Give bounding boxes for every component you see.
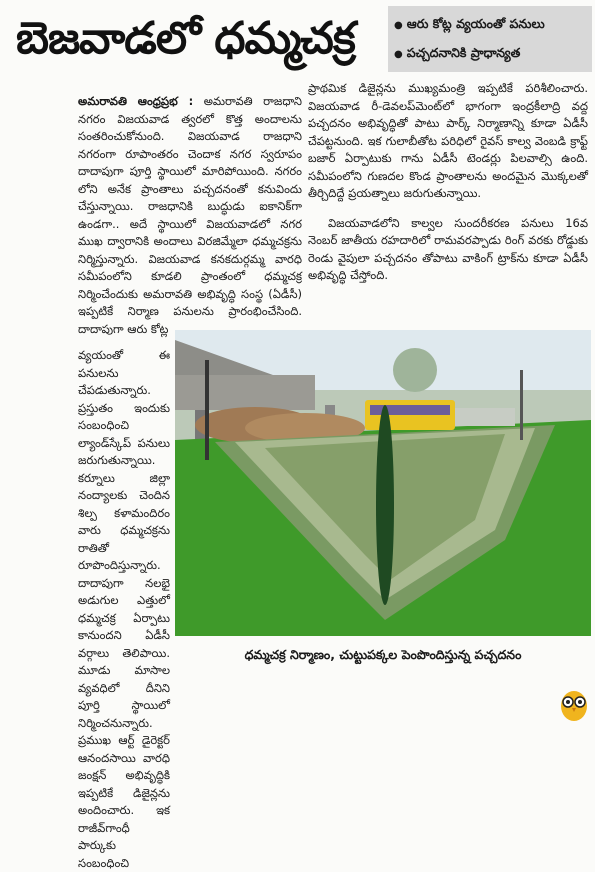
article-text: వ్యయంతో ఈ పనులను చేపడుతున్నారు. ప్రస్తుతం ఇందుకు సంబంధించి ల్యాండ్‌స్కేప్ పనులు జరుగుతున్నాయి. కర్నూలు జిల్లా నంద్యాలకు చెందిన శిల్ప కళామందిరం వారు ధమ్మచక్రను రాతితో రూపొందిస్తున్నారు. దాదాపుగా నలభై అడుగుల ఎత్తులో ధమ్మచక్ర ఏర్పాటు కానుందని ఏడీసీ వర్గాలు తెలిపాయి. మూడు మాసాల వ్యవధిలో దీనిని పూర్తి స్థాయిలో నిర్మించనున్నారు. ప్రముఖ ఆర్ట్ డైరెక్టర్ ఆనందసాయి వారధి జంక్షన్ అభివృద్ధికి ఇప్పటికే డిజైన్లను అందించారు. ఇక రాజీవ్‌గాంధీ పార్కుకు సంబంధించి [78,348,170,870]
dateline: అమరావతి ఆంధ్రప్రభ : [78,94,194,108]
news-photo [175,330,591,636]
article-column-left-narrow [78,347,170,872]
photo-caption: ధమ్మచక్ర నిర్మాణం, చుట్టుపక్కల పెంపొందిస్తున్న పచ్చదనం [244,647,522,662]
highlight-item: ● పచ్చదనానికి ప్రాధాన్యత [394,39,586,68]
owl-logo-icon [559,686,589,722]
highlights-box [388,6,592,72]
article-text: ప్రాథమిక డిజైన్లను ముఖ్యమంత్రి ఇప్పటికే పరిశీలించారు. విజయవాడ రీ-డెవలప్‌మెంట్‌లో భాగంగా ఇంద్రకీలాద్రి వద్ద పచ్చదనం అభివృద్ధితో పాటు పార్క్ నిర్మాణాన్ని కూడా ఏడీసీ చేపట్టనుంది. ఇక గులాబీతోట పరిధిలో రైవస్ కాల్వ వెంబడి క్రాఫ్ట్ బజార్ ఏర్పాటుకు గాను ఏడీసీ టెండర్లు పిలవాల్సి ఉంది. సమీపంలోని గుణదల కొండ ప్రాంతాలను అందమైన మొక్కలతో తీర్చిదిద్దే ప్రయత్నాలు జరుగుతున్నాయి. [308,81,588,200]
article-column-left [78,93,302,338]
highlight-item: ● ఆరు కోట్ల వ్యయంతో పనులు [394,10,586,39]
headline: బెజవాడలో ధమ్మచక్ర [16,13,355,64]
article-column-right [308,80,588,285]
article-text: విజయవాడలోని కాల్వల సుందరీకరణ పనులు 16వ నెంబర్ జాతీయ రహదారిలో రామవరప్పాడు రింగ్ వరకు రోడ్డుకు రెండు వైపులా పచ్చదనం తోపాటు వాకింగ్ ట్రాక్‌ను కూడా ఏడీసీ అభివృద్ధి చేస్తోంది. [308,215,588,282]
article-text: అమరావతి రాజధాని నగరం విజయవాడ త్వరలో కొత్త అందాలను సంతరించుకోనుంది. విజయవాడ రాజధాని నగరంగా రూపాంతరం చెందాక నగర స్వరూపం దాదాపుగా పూర్తి స్థాయిలో మారిపోయింది. నగరం లోని అనేక ప్రాంతాలు పచ్చదనంతో కనువిందు చేస్తున్నాయి. రాజధానికి బుద్ధుడు ఐకానిక్‌గా ఉండగా.. అదే స్థాయిలో విజయవాడలో నగర ముఖ ద్వారానికి అందాలు విరజిమ్మేలా ధమ్మచక్రను నిర్మిస్తున్నారు. విజయవాడ కనకదుర్గమ్మ వారధి సమీపంలోని కూడలి ప్రాంతంలో ధమ్మచక్ర నిర్మించేందుకు అమరావతి అభివృద్ధి సంస్థ (ఏడీసీ) ఇప్పటికే నిర్మాణ పనులను ప్రారంభించేసింది. దాదాపుగా ఆరు కోట్ల [78,94,302,336]
